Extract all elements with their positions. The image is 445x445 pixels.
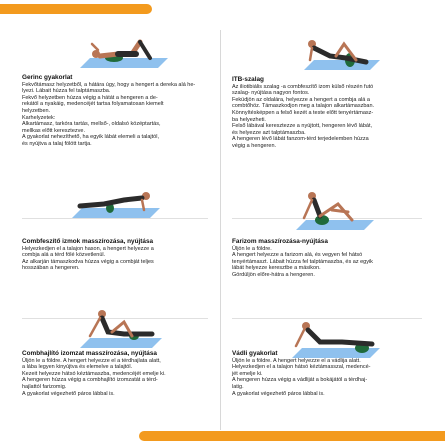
- section-text-line: Fekvő helyzetben húzza végig a hátát a hengeren a de-: [22, 94, 158, 101]
- section-calf-exercise: [232, 350, 371, 397]
- section-text-line: jét emelje ki.: [232, 370, 263, 377]
- section-quad-massage: [22, 238, 154, 272]
- section-text-line: Üljön le a földre.: [232, 245, 272, 252]
- section-text-line: mellkas előtt keresztezve.: [22, 127, 85, 134]
- top-accent-bar: [0, 4, 152, 14]
- section-text-line: combja alá a térd fölé közvetlenül.: [22, 252, 106, 259]
- section-text-line: a lába legyen kinyújtva és elemelve a talajtól.: [22, 364, 133, 371]
- section-text-line: hajlattól farizomig.: [22, 383, 67, 390]
- section-text-line: Üljön le a földre. A hengert helyezze el a vádlija alatt.: [232, 357, 361, 364]
- bottom-accent-bar: [139, 431, 445, 441]
- spine-exercise-illustration: [78, 28, 170, 72]
- section-hamstring-massage: [22, 350, 166, 397]
- section-spine-exercise: [22, 74, 195, 148]
- itb-band-illustration: [300, 24, 382, 74]
- section-text-line: Alkartámasz, tarkóra tartás, mellső-, oldalsó középtartás,: [22, 121, 161, 128]
- section-title: Farizom masszírozása-nyújtása: [232, 238, 328, 245]
- section-text-line: helyzetben.: [22, 107, 51, 114]
- glute-massage-illustration: [292, 188, 378, 234]
- section-text-line: Helyezkedjen el a talajon hason, a hengert helyezze a: [22, 245, 154, 252]
- section-text-line: A hengeren lévő lábát fanzom-térd terjedelemben húzza: [232, 136, 369, 143]
- section-text-line: Felső lábával keresztezze a nyújtott, hengeren lévő lábát,: [232, 123, 373, 130]
- section-text-line: Kezeit helyezze hátsó kéztámaszba, medencéjét emelje ki.: [22, 370, 166, 377]
- section-text-line: és helyezze azt talptámaszba.: [232, 129, 306, 136]
- section-title: ITB-szalag: [232, 76, 264, 83]
- section-text-line: végig a hengeren.: [232, 142, 277, 149]
- section-title: Vádli gyakorlat: [232, 350, 278, 357]
- section-itb-band: [232, 76, 374, 150]
- hamstring-massage-illustration: [78, 306, 164, 352]
- section-text-line: hosszában a hengeren.: [22, 265, 80, 272]
- section-title: Combhajlító izomzat masszírozása, nyújtása: [22, 350, 157, 357]
- section-text-line: Az iliotibiális szalag -a combfeszítő izom külső részén futó: [232, 83, 374, 90]
- section-title: Combfeszítő izmok masszírozása, nyújtása: [22, 238, 154, 245]
- section-text-line: szalag- nyújtása nagyon fontos.: [232, 90, 310, 97]
- section-text-line: tenyértámaszt. Lábait húzza fel talptámaszba, és az egyik: [232, 258, 373, 265]
- section-text-line: Könnyítésképpen a felső kezét a teste előtt tenyértámasz-: [232, 109, 374, 116]
- section-title: Gerinc gyakorlat: [22, 74, 73, 81]
- section-text-line: lyezi. Lábait húzza fel talptámaszba.: [22, 88, 111, 95]
- section-text-line: A gyakorlat végezhető páros lábbal is.: [232, 390, 325, 397]
- section-text-line: latig.: [232, 383, 244, 390]
- section-text-line: rekától a nyakáig, medencéjét tartsa folyamatosan kiemelt: [22, 101, 164, 108]
- quad-massage-illustration: [70, 182, 162, 222]
- section-text-line: ba helyezheti.: [232, 116, 266, 123]
- section-text-line: Karhelyzetek:: [22, 114, 56, 121]
- section-text-line: A hengeren húzza végig a vádliját a bokájától a térdhaj-: [232, 377, 368, 384]
- section-text-line: Üljön le a földre. A hengert helyezze el a térdhajlata alatt,: [22, 357, 161, 364]
- section-text-line: Fekvőtámasz helyzetből, a hátára úgy, hogy a hengert a dereka alá he-: [22, 81, 196, 88]
- section-text-line: A gyakorlat nehezíthető, ha egyik lábát elemeli a talajtól,: [22, 134, 159, 141]
- section-text-line: és nyújtva a talaj fölött tartja.: [22, 140, 92, 147]
- section-text-line: Az alkarján támaszkodva húzza végig a combját teljes: [22, 258, 154, 265]
- section-text-line: A gyakorlat végezhető páros lábbal is.: [22, 390, 115, 397]
- section-glute-massage: [232, 238, 373, 279]
- section-text-line: A hengeren húzza végig a combhajlító izomzatát a térd-: [22, 377, 158, 384]
- section-text-line: lábát helyezze keresztbe a másikon.: [232, 265, 321, 272]
- section-text-line: combtőhöz. Támaszkodjon meg a talajon alkartámaszban.: [232, 103, 375, 110]
- section-text-line: Helyezkedjen el a talajon hátsó kéztámasszal, medencé-: [232, 364, 371, 371]
- column-divider: [220, 30, 221, 430]
- section-text-line: Feküdjön az oldalára, helyezze a hengert a combja alá a: [232, 96, 370, 103]
- section-text-line: Gördüljön előre-hátra a hengeren.: [232, 271, 315, 278]
- section-text-line: A hengert helyezze a farizom alá, és vegyen fel hátsó: [232, 252, 363, 259]
